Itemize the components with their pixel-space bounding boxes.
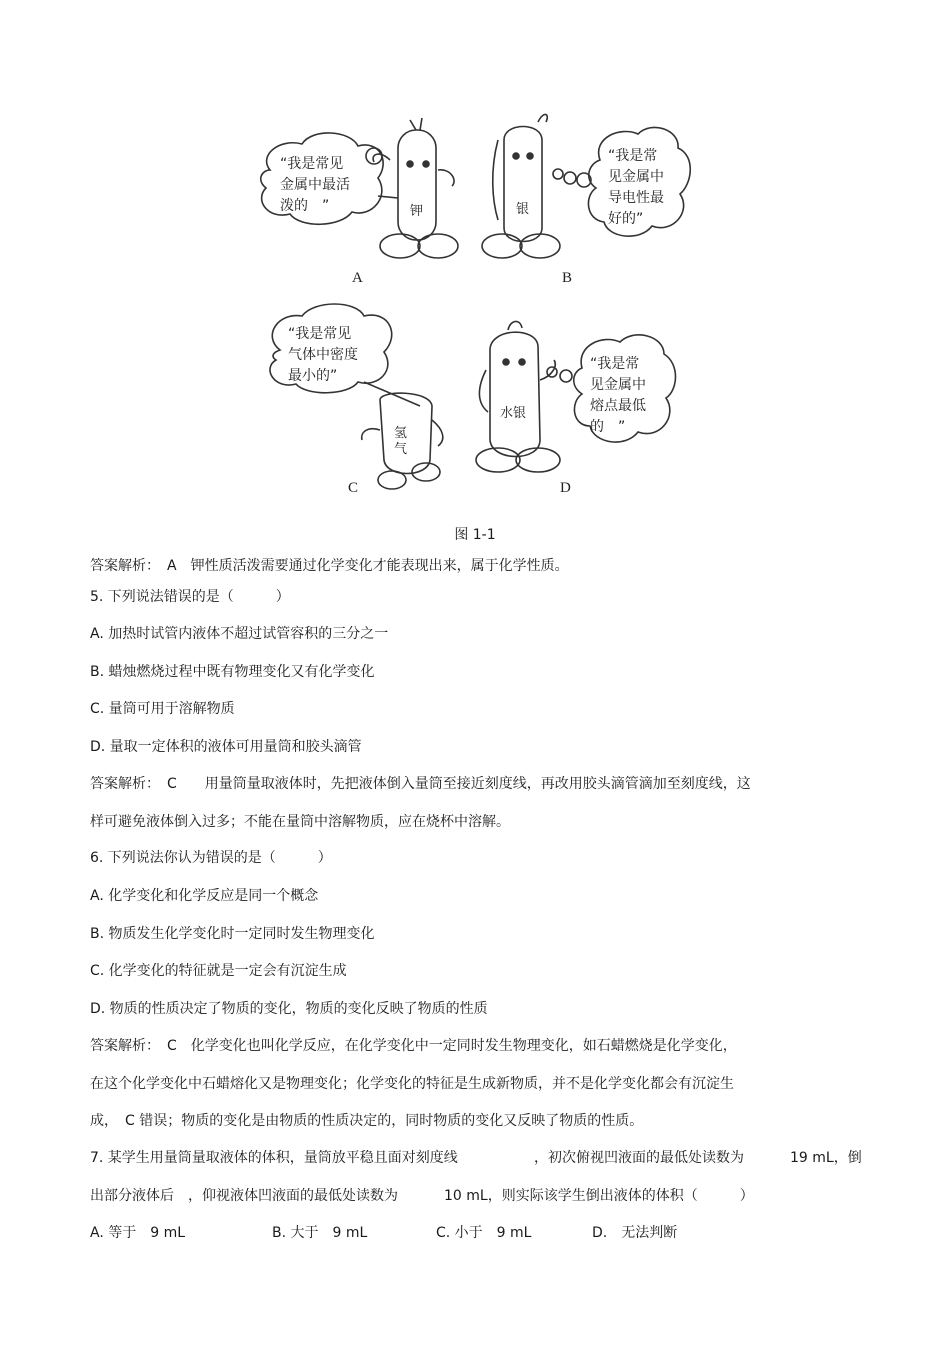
question-7-option-c: C. 小于 9 mL (436, 1225, 532, 1241)
question-5-option-d: D. 量取一定体积的液体可用量筒和胶头滴管 (90, 739, 362, 755)
question-5-option-b: B. 蜡烛燃烧过程中既有物理变化又有化学变化 (90, 664, 375, 680)
mercury-character (490, 332, 540, 456)
question-7-option-a: A. 等于 9 mL (90, 1225, 186, 1241)
badge-silver: 银 (516, 202, 530, 217)
figure-1-1 (240, 100, 700, 510)
question-7-option-b: B. 大于 9 mL (272, 1225, 368, 1241)
question-6-option-c: C. 化学变化的特征就是一定会有沉淀生成 (90, 963, 347, 979)
question-6-stem: 6. 下列说法你认为错误的是（ ） (90, 850, 332, 866)
question-6-option-a: A. 化学变化和化学反应是同一个概念 (90, 888, 319, 904)
question-6-option-d: D. 物质的性质决定了物质的变化，物质的变化反映了物质的性质 (90, 1001, 488, 1017)
question-5-stem: 5. 下列说法错误的是（ ） (90, 589, 290, 605)
question-7-line2-b: 10 mL，则实际该学生倒出液体的体积（ ） (444, 1188, 754, 1204)
answer-explanation-5-line2: 样可避免液体倒入过多；不能在量筒中溶解物质，应在烧杯中溶解。 (90, 814, 510, 830)
answer-explanation-6-line1: 答案解析： C 化学变化也叫化学反应，在化学变化中一定同时发生物理变化，如石蜡燃烧是化学变化， (90, 1038, 737, 1054)
answer-explanation-5-line1: 答案解析： C 用量筒量取液体时，先把液体倒入量筒至接近刻度线，再改用胶头滴管滴加至刻度线，这 (90, 776, 751, 792)
panel-letter-c: C (348, 480, 359, 496)
silver-character (504, 127, 542, 242)
question-7-line1-a: 7. 某学生用量筒量取液体的体积，量筒放平稳且面对刻度线 (90, 1150, 458, 1166)
potassium-character (398, 130, 436, 240)
question-7-option-d: D. 无法判断 (592, 1225, 678, 1241)
question-5-option-a: A. 加热时试管内液体不超过试管容积的三分之一 (90, 626, 389, 642)
bubble-c-text: “我是常见 气体中密度 最小的” (288, 326, 358, 384)
panel-letter-a: A (352, 270, 363, 286)
answer-explanation-6-line3: 成， C 错误；物质的变化是由物质的性质决定的，同时物质的变化又反映了物质的性质。 (90, 1113, 644, 1129)
answer-explanation-4: 答案解析： A 钾性质活泼需要通过化学变化才能表现出来，属于化学性质。 (90, 558, 569, 574)
panel-letter-b: B (562, 270, 573, 286)
bubble-a-text: “我是常见 金属中最活 泼的 ” (280, 156, 350, 214)
question-7-line1-b: ，初次俯视凹液面的最低处读数为 (534, 1150, 744, 1166)
badge-mercury: 水银 (500, 406, 527, 421)
question-5-option-c: C. 量筒可用于溶解物质 (90, 701, 235, 717)
question-7-line1-c: 19 mL，倒 (790, 1150, 862, 1166)
figure-caption: 图 1-1 (454, 527, 496, 543)
answer-explanation-6-line2: 在这个化学变化中石蜡熔化又是物理变化；化学变化的特征是生成新物质，并不是化学变化都会有沉淀生 (90, 1076, 734, 1092)
bubble-b-text: “我是常 见金属中 导电性最 好的” (608, 148, 664, 227)
badge-potassium: 钾 (410, 204, 424, 219)
question-7-line2-a: 出部分液体后 ，仰视液体凹液面的最低处读数为 (90, 1188, 398, 1204)
badge-hydrogen: 氢 气 (394, 426, 408, 457)
panel-letter-d: D (560, 480, 571, 496)
question-6-option-b: B. 物质发生化学变化时一定同时发生物理变化 (90, 926, 375, 942)
bubble-d-text: “我是常 见金属中 熔点最低 的 ” (590, 356, 646, 435)
